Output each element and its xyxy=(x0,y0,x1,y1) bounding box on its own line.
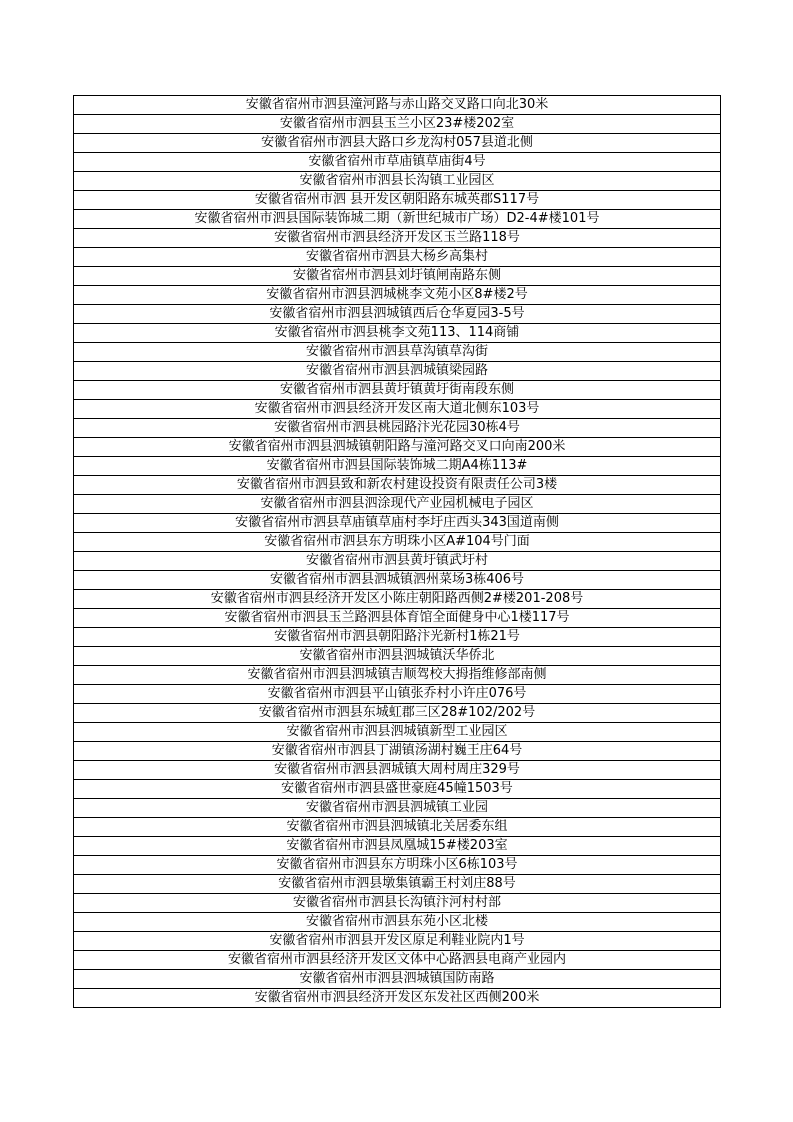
table-row xyxy=(74,134,721,153)
address-cell: 安徽省宿州市泗县泗城镇沃华侨北 xyxy=(74,647,721,666)
table-row xyxy=(74,894,721,913)
address-cell: 安徽省宿州市泗县国际装饰城二期（新世纪城市广场）D2-4#楼101号 xyxy=(74,210,721,229)
table-row xyxy=(74,267,721,286)
table-row xyxy=(74,457,721,476)
address-cell: 安徽省宿州市泗县墩集镇霸王村刘庄88号 xyxy=(74,875,721,894)
table-row xyxy=(74,989,721,1008)
address-cell: 安徽省宿州市泗县东方明珠小区6栋103号 xyxy=(74,856,721,875)
address-cell: 安徽省宿州市泗县桃园路汴光花园30栋4号 xyxy=(74,419,721,438)
table-row xyxy=(74,609,721,628)
address-cell: 安徽省宿州市泗县玉兰路泗县体育馆全面健身中心1楼117号 xyxy=(74,609,721,628)
table-row xyxy=(74,590,721,609)
table-row xyxy=(74,875,721,894)
address-table-body xyxy=(74,96,721,1008)
table-row xyxy=(74,400,721,419)
address-cell: 安徽省宿州市泗县泗城镇朝阳路与潼河路交叉口向南200米 xyxy=(74,438,721,457)
table-row xyxy=(74,761,721,780)
address-cell: 安徽省宿州市泗县泗城镇北关居委东组 xyxy=(74,818,721,837)
address-cell: 安徽省宿州市泗县经济开发区南大道北侧东103号 xyxy=(74,400,721,419)
table-row xyxy=(74,172,721,191)
table-row xyxy=(74,362,721,381)
table-row xyxy=(74,970,721,989)
address-cell: 安徽省宿州市泗县经济开发区小陈庄朝阳路西侧2#楼201-208号 xyxy=(74,590,721,609)
table-row xyxy=(74,818,721,837)
table-row xyxy=(74,780,721,799)
address-cell: 安徽省宿州市泗县潼河路与赤山路交叉路口向北30米 xyxy=(74,96,721,115)
address-cell: 安徽省宿州市泗县草庙镇草庙村李圩庄西头343国道南侧 xyxy=(74,514,721,533)
address-cell: 安徽省宿州市泗县泗涂现代产业园机械电子园区 xyxy=(74,495,721,514)
address-cell: 安徽省宿州市泗县平山镇张乔村小许庄076号 xyxy=(74,685,721,704)
address-cell: 安徽省宿州市泗县黄圩镇武圩村 xyxy=(74,552,721,571)
address-cell: 安徽省宿州市泗县泗城镇泗州菜场3栋406号 xyxy=(74,571,721,590)
table-row xyxy=(74,305,721,324)
table-row xyxy=(74,324,721,343)
table-row xyxy=(74,685,721,704)
address-cell: 安徽省宿州市泗 县开发区朝阳路东城英郡S117号 xyxy=(74,191,721,210)
table-row xyxy=(74,742,721,761)
table-row xyxy=(74,666,721,685)
table-row xyxy=(74,913,721,932)
address-cell: 安徽省宿州市草庙镇草庙街4号 xyxy=(74,153,721,172)
address-cell: 安徽省宿州市泗县经济开发区文体中心路泗县电商产业园内 xyxy=(74,951,721,970)
address-cell: 安徽省宿州市泗县泗城镇新型工业园区 xyxy=(74,723,721,742)
table-row xyxy=(74,438,721,457)
address-cell: 安徽省宿州市泗县致和新农村建设投资有限责任公司3楼 xyxy=(74,476,721,495)
table-row xyxy=(74,704,721,723)
address-cell: 安徽省宿州市泗县玉兰小区23#楼202室 xyxy=(74,115,721,134)
table-row xyxy=(74,533,721,552)
table-row xyxy=(74,210,721,229)
address-cell: 安徽省宿州市泗县凤凰城15#楼203室 xyxy=(74,837,721,856)
address-cell: 安徽省宿州市泗县刘圩镇闸南路东侧 xyxy=(74,267,721,286)
table-row xyxy=(74,229,721,248)
address-cell: 安徽省宿州市泗县泗城镇西后仓华夏园3-5号 xyxy=(74,305,721,324)
address-cell: 安徽省宿州市泗县泗城镇大周村周庄329号 xyxy=(74,761,721,780)
address-table xyxy=(73,95,721,1008)
address-cell: 安徽省宿州市泗县桃李文苑113、114商铺 xyxy=(74,324,721,343)
address-cell: 安徽省宿州市泗县泗城桃李文苑小区8#楼2号 xyxy=(74,286,721,305)
table-row xyxy=(74,647,721,666)
table-row xyxy=(74,514,721,533)
table-row xyxy=(74,286,721,305)
table-row xyxy=(74,571,721,590)
address-cell: 安徽省宿州市泗县经济开发区东发社区西侧200米 xyxy=(74,989,721,1008)
address-cell: 安徽省宿州市泗县黄圩镇黄圩街南段东侧 xyxy=(74,381,721,400)
table-row xyxy=(74,723,721,742)
address-cell: 安徽省宿州市泗县长沟镇汴河村村部 xyxy=(74,894,721,913)
address-cell: 安徽省宿州市泗县长沟镇工业园区 xyxy=(74,172,721,191)
table-row xyxy=(74,96,721,115)
table-row xyxy=(74,856,721,875)
address-cell: 安徽省宿州市泗县泗城镇梁园路 xyxy=(74,362,721,381)
table-row xyxy=(74,153,721,172)
address-cell: 安徽省宿州市泗县丁湖镇汤湖村巍王庄64号 xyxy=(74,742,721,761)
table-row xyxy=(74,837,721,856)
table-row xyxy=(74,552,721,571)
address-cell: 安徽省宿州市泗县泗城镇国防南路 xyxy=(74,970,721,989)
address-cell: 安徽省宿州市泗县东方明珠小区A#104号门面 xyxy=(74,533,721,552)
address-cell: 安徽省宿州市泗县泗城镇吉顺驾校大拇指维修部南侧 xyxy=(74,666,721,685)
table-row xyxy=(74,476,721,495)
address-cell: 安徽省宿州市泗县经济开发区玉兰路118号 xyxy=(74,229,721,248)
address-cell: 安徽省宿州市泗县大路口乡龙沟村057县道北侧 xyxy=(74,134,721,153)
address-cell: 安徽省宿州市泗县开发区原足利鞋业院内1号 xyxy=(74,932,721,951)
address-cell: 安徽省宿州市泗县大杨乡高集村 xyxy=(74,248,721,267)
table-row xyxy=(74,115,721,134)
table-row xyxy=(74,495,721,514)
address-cell: 安徽省宿州市泗县泗城镇工业园 xyxy=(74,799,721,818)
table-row xyxy=(74,932,721,951)
table-row xyxy=(74,951,721,970)
address-cell: 安徽省宿州市泗县朝阳路汴光新村1栋21号 xyxy=(74,628,721,647)
table-row xyxy=(74,343,721,362)
address-cell: 安徽省宿州市泗县东苑小区北楼 xyxy=(74,913,721,932)
table-row xyxy=(74,799,721,818)
table-row xyxy=(74,248,721,267)
address-cell: 安徽省宿州市泗县草沟镇草沟街 xyxy=(74,343,721,362)
table-row xyxy=(74,191,721,210)
table-row xyxy=(74,381,721,400)
table-row xyxy=(74,419,721,438)
address-cell: 安徽省宿州市泗县东城虹郡三区28#102/202号 xyxy=(74,704,721,723)
address-cell: 安徽省宿州市泗县盛世豪庭45幢1503号 xyxy=(74,780,721,799)
address-cell: 安徽省宿州市泗县国际装饰城二期A4栋113# xyxy=(74,457,721,476)
table-row xyxy=(74,628,721,647)
